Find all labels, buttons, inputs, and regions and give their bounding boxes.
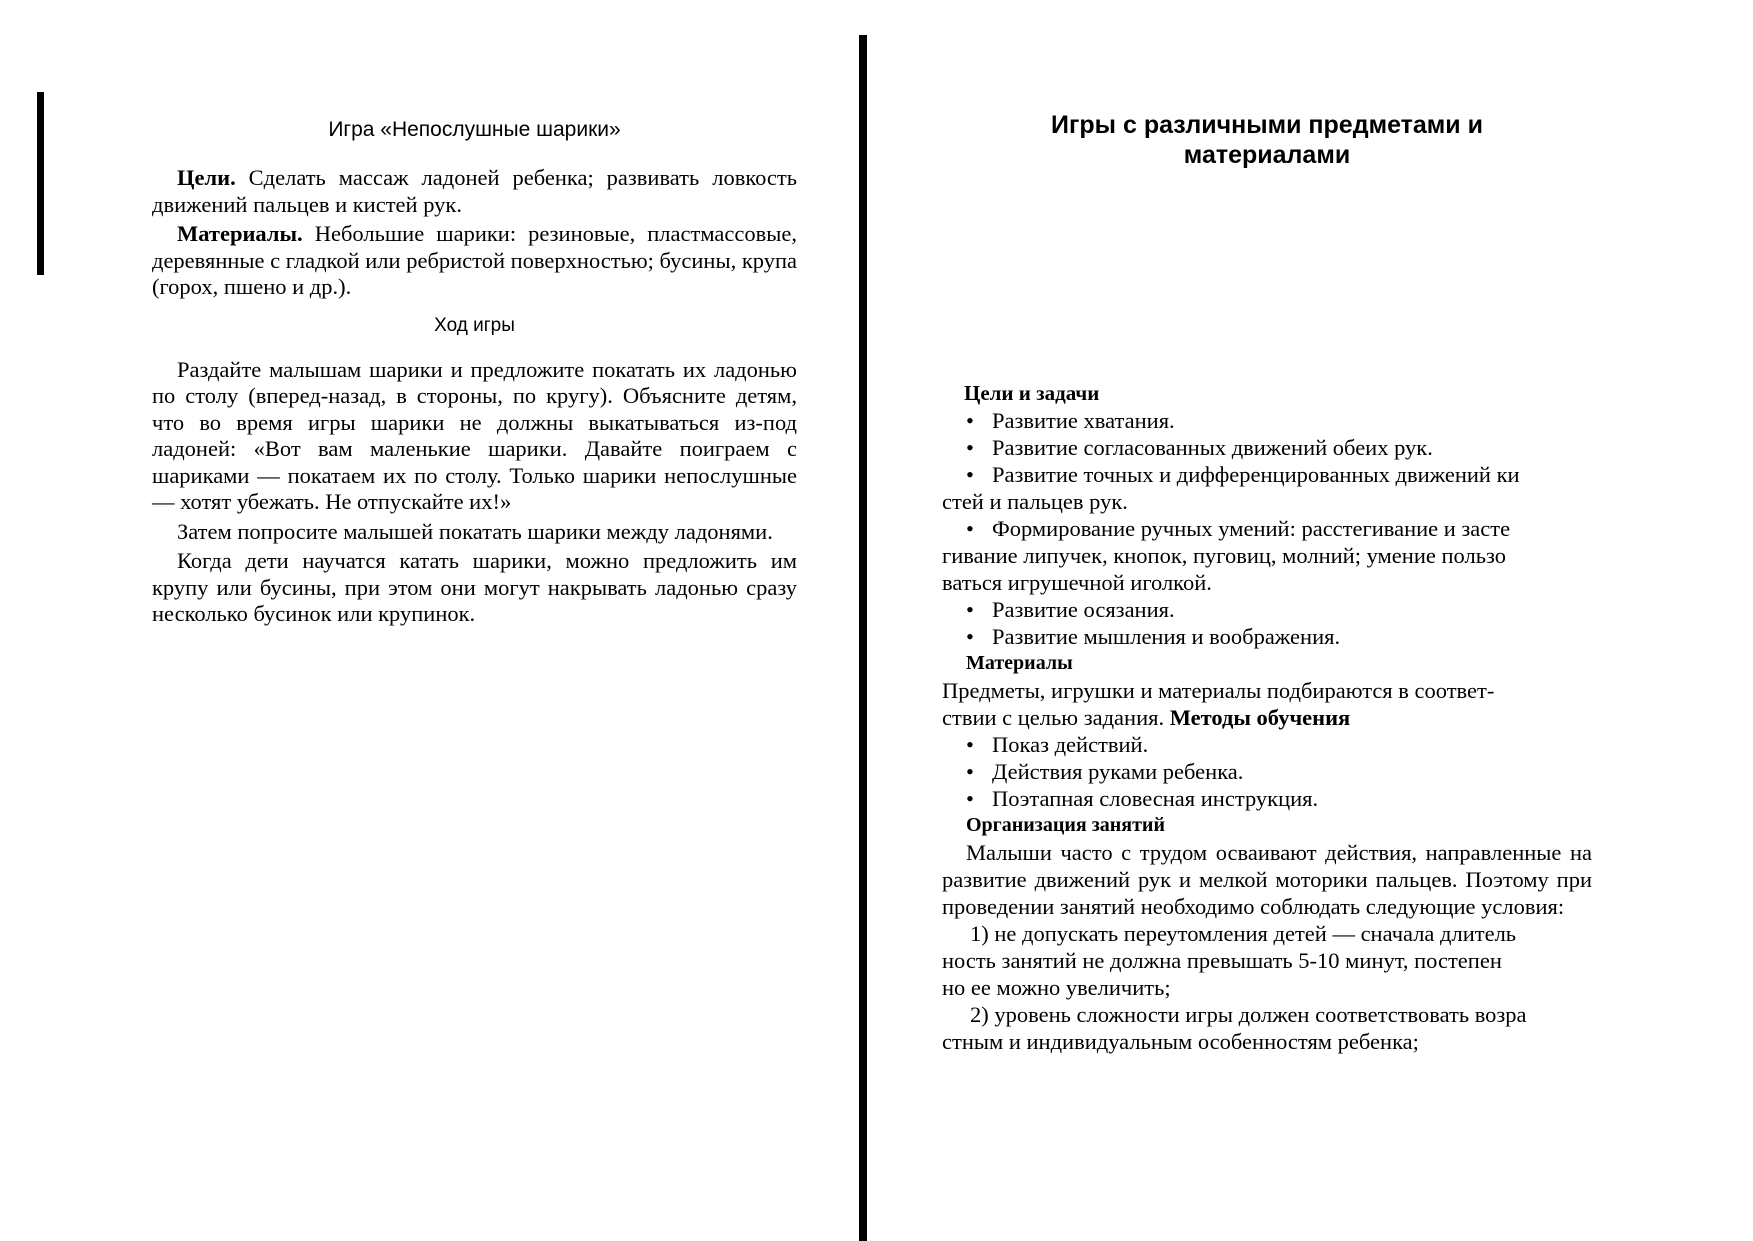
method-item: [942, 758, 1592, 785]
method-item: [942, 785, 1592, 812]
bullet-icon: •: [966, 462, 974, 487]
method-text: Действия руками ребенка.: [992, 759, 1244, 784]
section-title: [942, 110, 1592, 170]
condition-line: стным и индивидуальным особенностям ребенка;: [942, 1029, 1419, 1054]
goal-text: Формирование ручных умений: расстегивание и засте: [992, 516, 1511, 541]
bullet-icon: •: [966, 786, 974, 811]
bullet-icon: •: [966, 408, 974, 433]
methods-heading: Методы обучения: [1169, 705, 1351, 730]
page-divider: [859, 35, 867, 1241]
condition-line: ность занятий не должна превышать 5-10 минут, постепен: [942, 948, 1502, 973]
materials-label: Материалы.: [177, 221, 303, 246]
goals-text: Сделать массаж ладоней ребенка; развивать ловкость движений пальцев и кистей рук.: [152, 165, 797, 217]
body-paragraph: Раздайте малышам шарики и предложите покатать их ладонью по столу (вперед-назад, в стороны, по кругу). Объясните детям, что во время игры шарики не должны выкатываться из-под ладоней: «Вот вам маленькие шарики. Давайте поиграем с шариками — покатаем их по столу. Только шарики непослушные — хотят убежать. Не отпускайте их!»: [152, 356, 797, 514]
goal-text: Развитие точных и дифференцированных движений ки: [992, 462, 1520, 487]
bullet-icon: •: [966, 624, 974, 649]
materials-line-text: ствии с целью задания.: [942, 705, 1165, 730]
game-flow-subtitle: Ход игры: [434, 314, 515, 336]
goal-text: Развитие осязания.: [992, 597, 1175, 622]
goal-text: Развитие хватания.: [992, 408, 1175, 433]
bullet-icon: •: [966, 732, 974, 757]
materials-text: Небольшие шарики: резиновые, пластмассовые, деревянные с гладкой или ребристой поверхностью; бусины, крупа (горох, пшено и др.).: [152, 221, 797, 299]
organization-text: Малыши часто с трудом осваивают действия, направленные на развитие движений рук и мелкой моторики пальцев. Поэтому при проведении занятий необходимо соблюдать следующие условия:: [942, 840, 1592, 919]
goal-text: Развитие мышления и воображения.: [992, 624, 1341, 649]
materials-line: Предметы, игрушки и материалы подбираются в соответ-: [942, 678, 1495, 703]
goal-item: [942, 407, 1592, 434]
right-page: [942, 110, 1592, 1055]
goal-continuation: стей и пальцев рук.: [942, 489, 1128, 514]
game-title: Игра «Непослушные шарики»: [328, 118, 621, 141]
method-text: Поэтапная словесная инструкция.: [992, 786, 1319, 811]
goals-heading: Цели и задачи: [964, 381, 1100, 405]
goals-label: Цели.: [177, 165, 236, 190]
goal-continuation: гивание липучек, кнопок, пуговиц, молний; умение пользо: [942, 543, 1506, 568]
condition-line: 1) не допускать переутомления детей — сначала длитель: [970, 921, 1517, 946]
section-title-line: материалами: [1183, 141, 1351, 169]
goal-item: [942, 515, 1592, 542]
bullet-icon: •: [966, 759, 974, 784]
goal-item: [942, 461, 1592, 488]
bullet-icon: •: [966, 435, 974, 460]
goal-continuation: ваться игрушечной иголкой.: [942, 570, 1212, 595]
materials-heading: Материалы: [966, 652, 1073, 674]
bullet-icon: •: [966, 597, 974, 622]
body-paragraph: Когда дети научатся катать шарики, можно предложить им крупу или бусины, при этом они могут накрывать ладонью сразу несколько бусинок или крупинок.: [152, 548, 797, 626]
goal-item: [942, 623, 1592, 650]
body-paragraph: Затем попросите малышей покатать шарики между ладонями.: [177, 518, 773, 544]
materials-line: [942, 704, 1592, 731]
method-item: [942, 731, 1592, 758]
organization-heading: Организация занятий: [966, 814, 1165, 836]
left-page: [152, 115, 797, 628]
goal-item: [942, 596, 1592, 623]
method-text: Показ действий.: [992, 732, 1149, 757]
goals-paragraph: [152, 165, 797, 218]
margin-bar: [37, 92, 44, 275]
goal-item: [942, 434, 1592, 461]
materials-paragraph: [152, 221, 797, 301]
condition-line: 2) уровень сложности игры должен соответствовать возра: [970, 1002, 1527, 1027]
goal-text: Развитие согласованных движений обеих рук.: [992, 435, 1433, 460]
section-title-line: Игры с различными предметами и: [1051, 111, 1483, 139]
condition-line: но ее можно увеличить;: [942, 975, 1171, 1000]
bullet-icon: •: [966, 516, 974, 541]
